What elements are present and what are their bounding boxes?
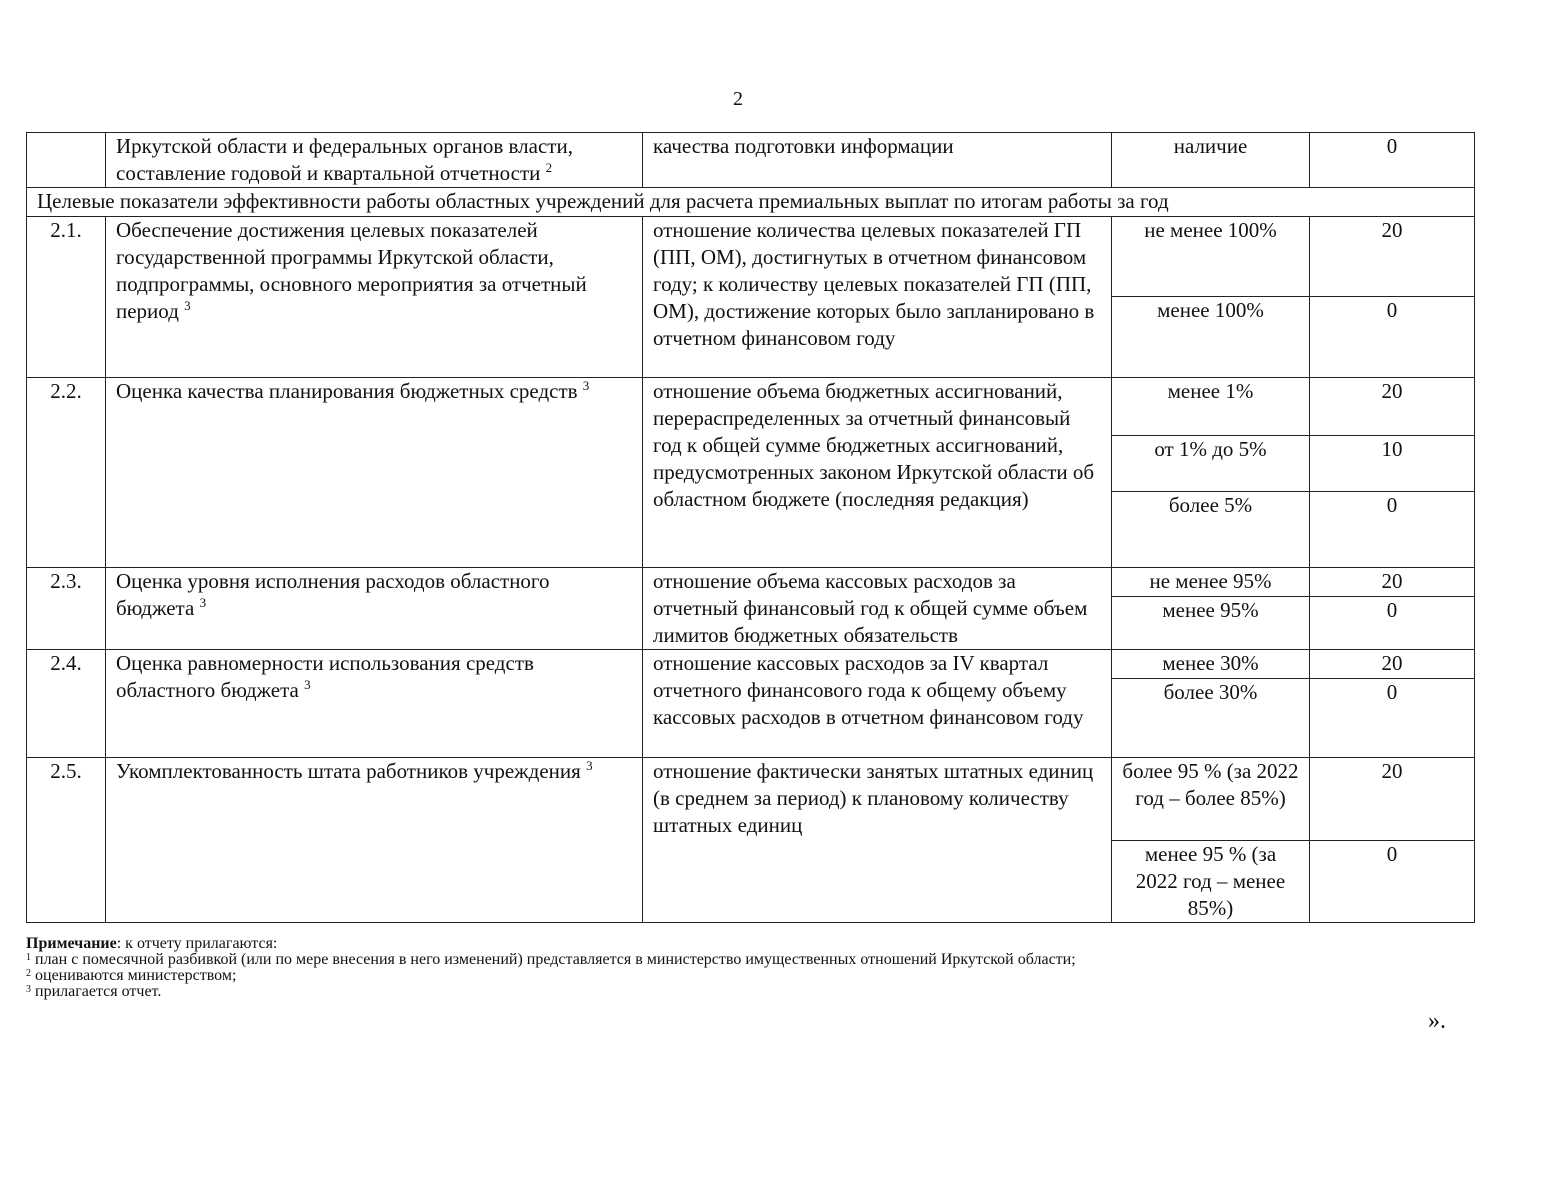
table-row — [27, 217, 1475, 297]
footnote-marker: 2 — [26, 968, 31, 979]
criterion-cell: более 95 % (за 2022 год – более 85%) — [1112, 758, 1310, 841]
footnotes — [26, 936, 1486, 1000]
footnote-marker: 3 — [26, 984, 31, 995]
criterion-cell: более 5% — [1112, 492, 1310, 568]
criterion-cell: не менее 100% — [1112, 217, 1310, 297]
indicator-cell — [106, 133, 643, 188]
indicator-text: Обеспечение достижения целевых показателей государственной программы Иркутской области, подпрограммы, основного мероприятия за отчетный период — [116, 218, 587, 323]
formula-cell: отношение объема кассовых расходов за отчетный финансовый год к общей сумме объем лимитов бюджетных обязательств — [643, 568, 1112, 650]
value-cell: 0 — [1310, 133, 1475, 188]
page-number: 2 — [733, 88, 743, 110]
note-intro — [26, 936, 1486, 952]
criterion-cell: от 1% до 5% — [1112, 436, 1310, 492]
note-label: Примечание — [26, 935, 117, 952]
footnote-text: оцениваются министерством; — [31, 967, 237, 984]
indicator-text: Оценка равномерности использования средств областного бюджета — [116, 651, 534, 702]
footnote-item — [26, 968, 1486, 984]
row-number: 2.1. — [27, 217, 106, 378]
indicator-text: Оценка уровня исполнения расходов областного бюджета — [116, 569, 550, 620]
criterion-cell: менее 95 % (за 2022 год – менее 85%) — [1112, 841, 1310, 923]
indicator-cell — [106, 650, 643, 758]
footnote-text: план с помесячной разбивкой (или по мере внесения в него изменений) представляется в министерство имущественных отношений Иркутской области; — [31, 951, 1076, 968]
criterion-cell: менее 95% — [1112, 597, 1310, 650]
formula-cell: отношение количества целевых показателей ГП (ПП, ОМ), достигнутых в отчетном финансовом году; к количеству целевых показателей ГП (ПП, ОМ), достижение которых было запланировано в отчетном финансовом году — [643, 217, 1112, 378]
footnote-ref: 3 — [184, 298, 191, 313]
table-row — [27, 650, 1475, 679]
indicator-cell — [106, 378, 643, 568]
indicator-cell — [106, 758, 643, 923]
formula-cell: отношение фактически занятых штатных единиц (в среднем за период) к плановому количеству штатных единиц — [643, 758, 1112, 923]
footnote-ref: 3 — [199, 595, 207, 610]
row-number-cell — [27, 133, 106, 188]
row-number: 2.5. — [27, 758, 106, 923]
criterion-cell: наличие — [1112, 133, 1310, 188]
row-number: 2.4. — [27, 650, 106, 758]
criterion-cell: не менее 95% — [1112, 568, 1310, 597]
value-cell: 20 — [1310, 568, 1475, 597]
closing-quote: ». — [1428, 1008, 1446, 1034]
indicator-text: Оценка качества планирования бюджетных средств — [116, 379, 578, 403]
value-cell: 10 — [1310, 436, 1475, 492]
table-row — [27, 758, 1475, 841]
section-header: Целевые показатели эффективности работы областных учреждений для расчета премиальных выплат по итогам работы за год — [27, 188, 1475, 217]
footnote-item — [26, 952, 1486, 968]
value-cell: 20 — [1310, 217, 1475, 297]
value-cell: 0 — [1310, 597, 1475, 650]
value-cell: 0 — [1310, 841, 1475, 923]
table-row — [27, 133, 1475, 188]
footnote-ref: 3 — [586, 758, 593, 773]
footnote-ref: 3 — [582, 378, 590, 393]
formula-cell: отношение объема бюджетных ассигнований, перераспределенных за отчетный финансовый год к общей сумме бюджетных ассигнований, предусмотренных законом Иркутской области об областном бюджете (последняя редакция) — [643, 378, 1112, 568]
value-cell: 0 — [1310, 679, 1475, 758]
criterion-cell: менее 1% — [1112, 378, 1310, 436]
formula-cell: качества подготовки информации — [643, 133, 1112, 188]
section-header-row — [27, 188, 1475, 217]
note-intro-text: : к отчету прилагаются: — [116, 935, 278, 952]
value-cell: 20 — [1310, 650, 1475, 679]
footnote-text: прилагается отчет. — [31, 983, 162, 1000]
indicator-cell — [106, 568, 643, 650]
indicator-text: Укомплектованность штата работников учреждения — [116, 759, 581, 783]
formula-cell: отношение кассовых расходов за IV квартал отчетного финансового года к общему объему кассовых расходов в отчетном финансовом году — [643, 650, 1112, 758]
indicators-table — [26, 132, 1475, 923]
criterion-cell: менее 100% — [1112, 297, 1310, 378]
table-row — [27, 378, 1475, 436]
value-cell: 20 — [1310, 758, 1475, 841]
footnote-marker: 1 — [26, 952, 31, 963]
table-row — [27, 568, 1475, 597]
criterion-cell: более 30% — [1112, 679, 1310, 758]
criterion-cell: менее 30% — [1112, 650, 1310, 679]
value-cell: 0 — [1310, 492, 1475, 568]
row-number: 2.2. — [27, 378, 106, 568]
row-number: 2.3. — [27, 568, 106, 650]
footnote-ref: 3 — [304, 677, 311, 692]
indicator-text: Иркутской области и федеральных органов власти, составление годовой и квартальной отчетности — [116, 134, 573, 185]
indicator-cell — [106, 217, 643, 378]
value-cell: 0 — [1310, 297, 1475, 378]
value-cell: 20 — [1310, 378, 1475, 436]
footnote-ref: 2 — [545, 160, 553, 175]
footnote-item — [26, 984, 1486, 1000]
